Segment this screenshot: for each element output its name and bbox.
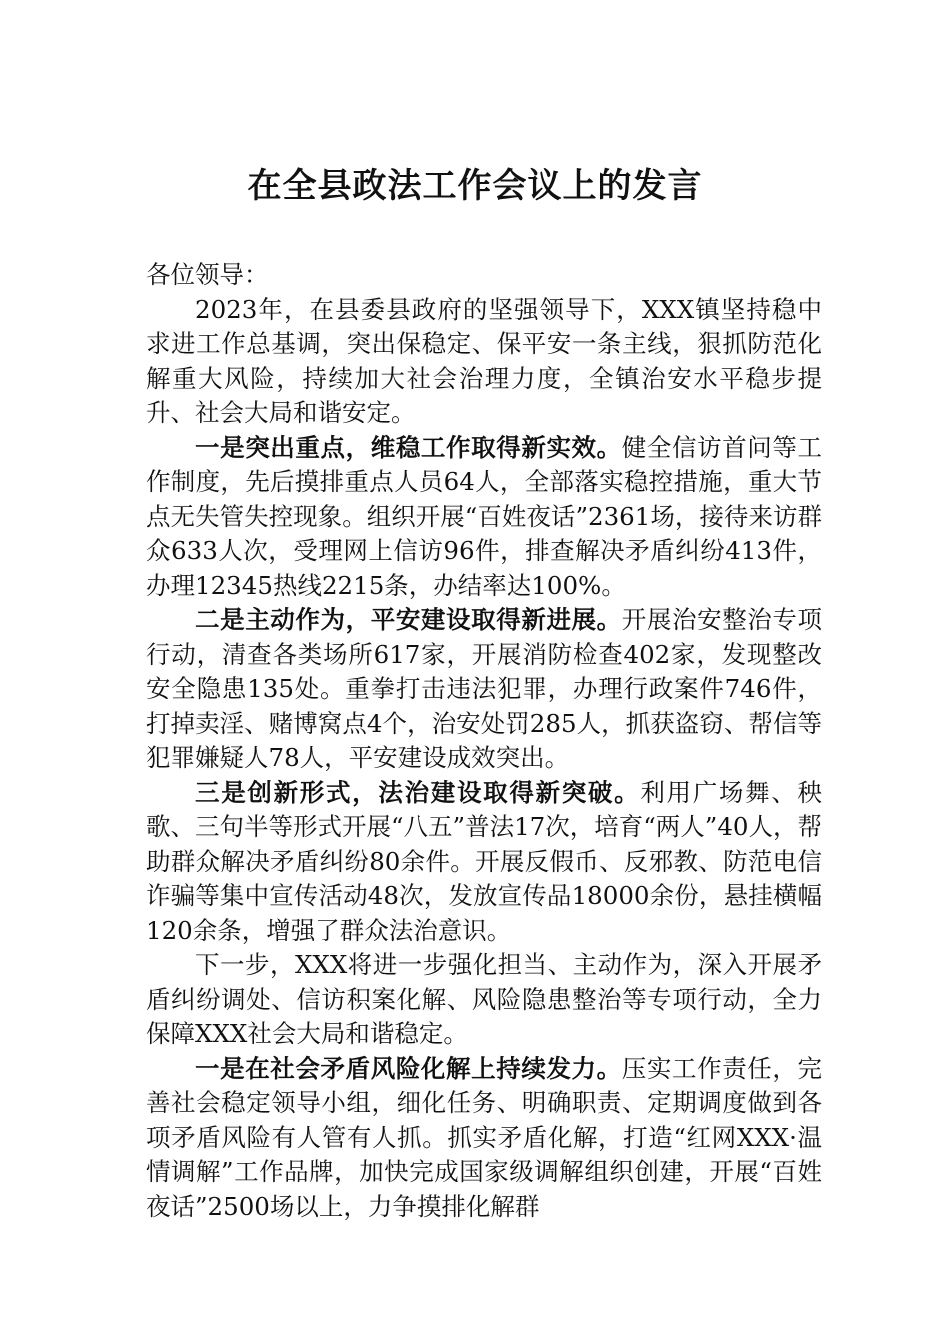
section-lead-3: 三是创新形式，法治建设取得新突破。	[195, 777, 641, 807]
section-lead-1: 一是突出重点，维稳工作取得新实效。	[195, 432, 622, 462]
section-paragraph-2	[146, 603, 822, 776]
section-lead-2: 二是主动作为，平安建设取得新进展。	[195, 605, 622, 634]
plan-lead-1: 一是在社会矛盾风险化解上持续发力。	[195, 1053, 622, 1083]
next-step-paragraph: 下一步，XXX将进一步强化担当、主动作为，深入开展矛盾纠纷调处、信访积案化解、风险隐患整治等专项行动，全力保障XXX社会大局和谐稳定。	[146, 950, 822, 1048]
document-title: 在全县政法工作会议上的发言	[247, 166, 703, 206]
plan-text-1: 压实工作责任，完善社会稳定领导小组，细化任务、明确职责、定期调度做到各项矛盾风险有人管有人抓。抓实矛盾化解，打造“红网XXX·温情调解”工作品牌，加快完成国家级调解组织创建，开展“百姓夜话”2500场以上，力争摸排化解群	[146, 1053, 823, 1221]
intro-paragraph: 2023年，在县委县政府的坚强领导下，XXX镇坚持稳中求进工作总基调，突出保稳定、保平安一条主线，狠抓防范化解重大风险，持续加大社会治理力度，全镇治安水平稳步提升、社会大局和谐安定。	[146, 294, 822, 427]
salutation: 各位领导：	[146, 260, 269, 289]
section-text-2: 开展治安整治专项行动，清查各类场所617家，开展消防检查402家，发现整改安全隐患135处。重拳打击违法犯罪，办理行政案件746件，打掉卖淫、赌博窝点4个，治安处罚285人，抓获盗窃、帮信等犯罪嫌疑人78人，平安建设成效突出。	[146, 605, 823, 772]
section-paragraph-3	[146, 776, 822, 949]
section-text-1: 健全信访首问等工作制度，先后摸排重点人员64人，全部落实稳控措施，重大节点无失管失控现象。组织开展“百姓夜话”2361场，接待来访群众633人次，受理网上信访96件，排查解决矛盾纠纷413件，办理12345热线2215条，办结率达100%。	[146, 432, 823, 600]
plan-paragraph-1	[146, 1052, 822, 1225]
section-paragraph-1	[146, 431, 822, 604]
document-body	[146, 258, 822, 1224]
section-text-3: 利用广场舞、秧歌、三句半等形式开展“八五”普法17次，培育“两人”40人，帮助群众解决矛盾纠纷80余件。开展反假币、反邪教、防范电信诈骗等集中宣传活动48次，发放宣传品18000余份，悬挂横幅120余条，增强了群众法治意识。	[146, 777, 823, 945]
